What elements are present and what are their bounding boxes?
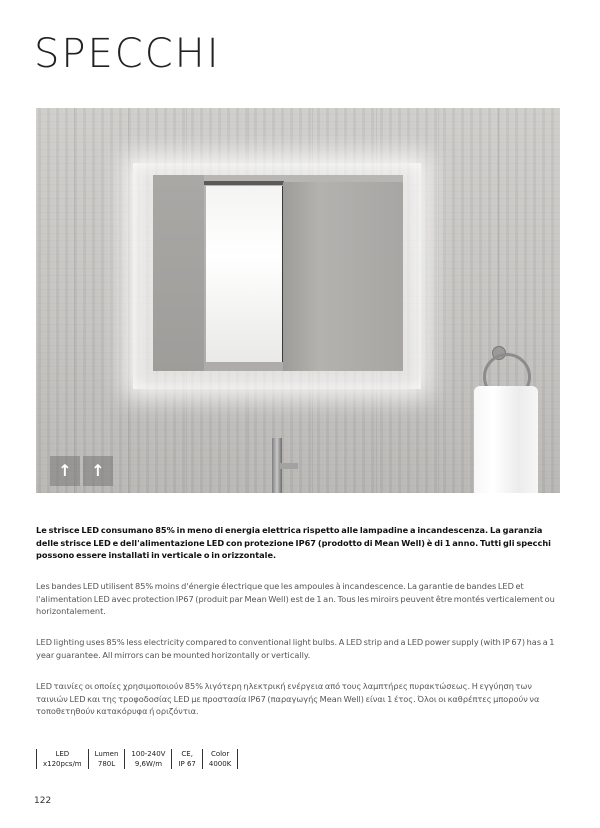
spec-certification — [171, 749, 201, 769]
mirror-reflection-door-frame — [204, 181, 284, 185]
towel — [474, 386, 538, 493]
spec-value: 9,6W/m — [134, 760, 163, 768]
spec-label: LED — [55, 750, 70, 758]
photo-next-button[interactable] — [83, 456, 113, 486]
spec-led — [36, 749, 88, 769]
description-greek: LED ταινίες οι οποίες χρησιμοποιούν 85% λιγότερη ηλεκτρική ενέργεια από τους λαμπτήρες πυρακτώσεως. Η εγγύηση των ταινιών LED και της τροφοδοσίας LED με προστασία IP67 (παραγωγής Mean Well) είναι 1 έτος. Όλοι οι καθρέπτες μπορούν να τοποθετηθούν κατακόρυφα ή οριζόντια. — [36, 681, 540, 716]
description-english: LED lighting uses 85% less electricity compared to conventional light bulbs. A LED strip and a LED power supply (with IP 67) has a 1 year guarantee. All mirrors can be mounted horizontally or vertically. — [36, 637, 555, 660]
arrow-up-icon: ↑ — [91, 461, 105, 480]
spec-power — [124, 749, 171, 769]
spec-label: CE, — [181, 750, 193, 758]
spec-value: IP 67 — [178, 760, 196, 768]
spec-value: x120pcs/m — [43, 760, 82, 768]
spec-label: 100-240V — [131, 750, 166, 758]
spec-label: Color — [210, 750, 230, 758]
product-photo — [36, 108, 560, 493]
spec-label: Lumen — [94, 750, 119, 758]
page-title: SPECCHI — [34, 31, 221, 77]
description-french: Les bandes LED utilisent 85% moins d'énergie électrique que les ampoules à incandescence. La garantie de bandes LED et l'alimentation LED avec protection IP67 (produit par Mean Well) est de 1 an. Tous les miroirs peuvent être montés verticalement ou horizontalement. — [36, 581, 555, 616]
spec-table — [36, 749, 238, 769]
mirror-reflection-doorway — [206, 186, 286, 362]
description-italian: Le strisce LED consumano 85% in meno di energia elettrica rispetto alle lampadine a incandescenza. La garanzia delle strisce LED e dell'alimentazione LED con protezione IP67 (prodotto di Mean Well) è di 1 anno. Tutti gli specchi possono essere installati in verticale o in orizzontale. — [36, 525, 551, 560]
faucet-spout — [280, 463, 298, 469]
spec-value: 4000K — [208, 760, 232, 768]
spec-color — [202, 749, 238, 769]
page-number: 122 — [34, 796, 52, 806]
arrow-up-icon: ↑ — [58, 461, 72, 480]
mirror-reflection-right-wall — [283, 182, 403, 371]
spec-lumen — [88, 749, 125, 769]
photo-prev-button[interactable] — [50, 456, 80, 486]
spec-value: 780L — [97, 760, 116, 768]
mirror-reflection-left-wall — [153, 175, 204, 371]
